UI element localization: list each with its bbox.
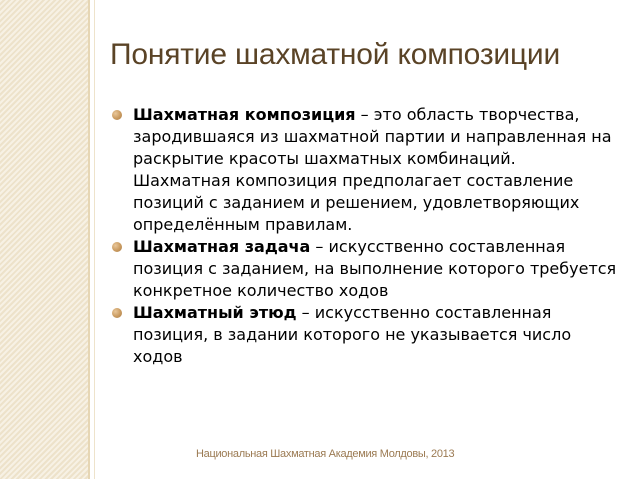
bullet-item-problem <box>112 236 617 302</box>
bullet-term: Шахматная задача <box>133 237 311 256</box>
bullet-list <box>112 104 617 368</box>
bullet-definition: – искусственно составленная позиция с заданием, на выполнение которого требуется конкретное количество ходов <box>133 237 617 300</box>
decorative-side-band <box>0 0 88 479</box>
bullet-term: Шахматная композиция <box>133 105 356 124</box>
band-divider-line-thin <box>94 0 95 479</box>
bullet-dot-icon <box>112 110 122 120</box>
band-divider-line <box>88 0 90 479</box>
bullet-item-composition <box>112 104 617 236</box>
bullet-term: Шахматный этюд <box>133 303 297 322</box>
slide-title: Понятие шахматной композиции <box>110 38 561 71</box>
bullet-dot-icon <box>112 242 122 252</box>
bullet-item-study <box>112 302 617 368</box>
bullet-dot-icon <box>112 308 122 318</box>
bullet-definition: – искусственно составленная позиция, в задании которого не указывается число ходов <box>133 303 572 366</box>
bullet-definition: – это область творчества, зародившаяся из шахматной партии и направленная на раскрытие красоты шахматных комбинаций. Шахматная композиция предполагает составление позиций с заданием и решением, удовлетворяющих определённым правилам. <box>133 105 612 234</box>
slide-footer: Национальная Шахматная Академия Молдовы, 2013 <box>196 448 455 460</box>
